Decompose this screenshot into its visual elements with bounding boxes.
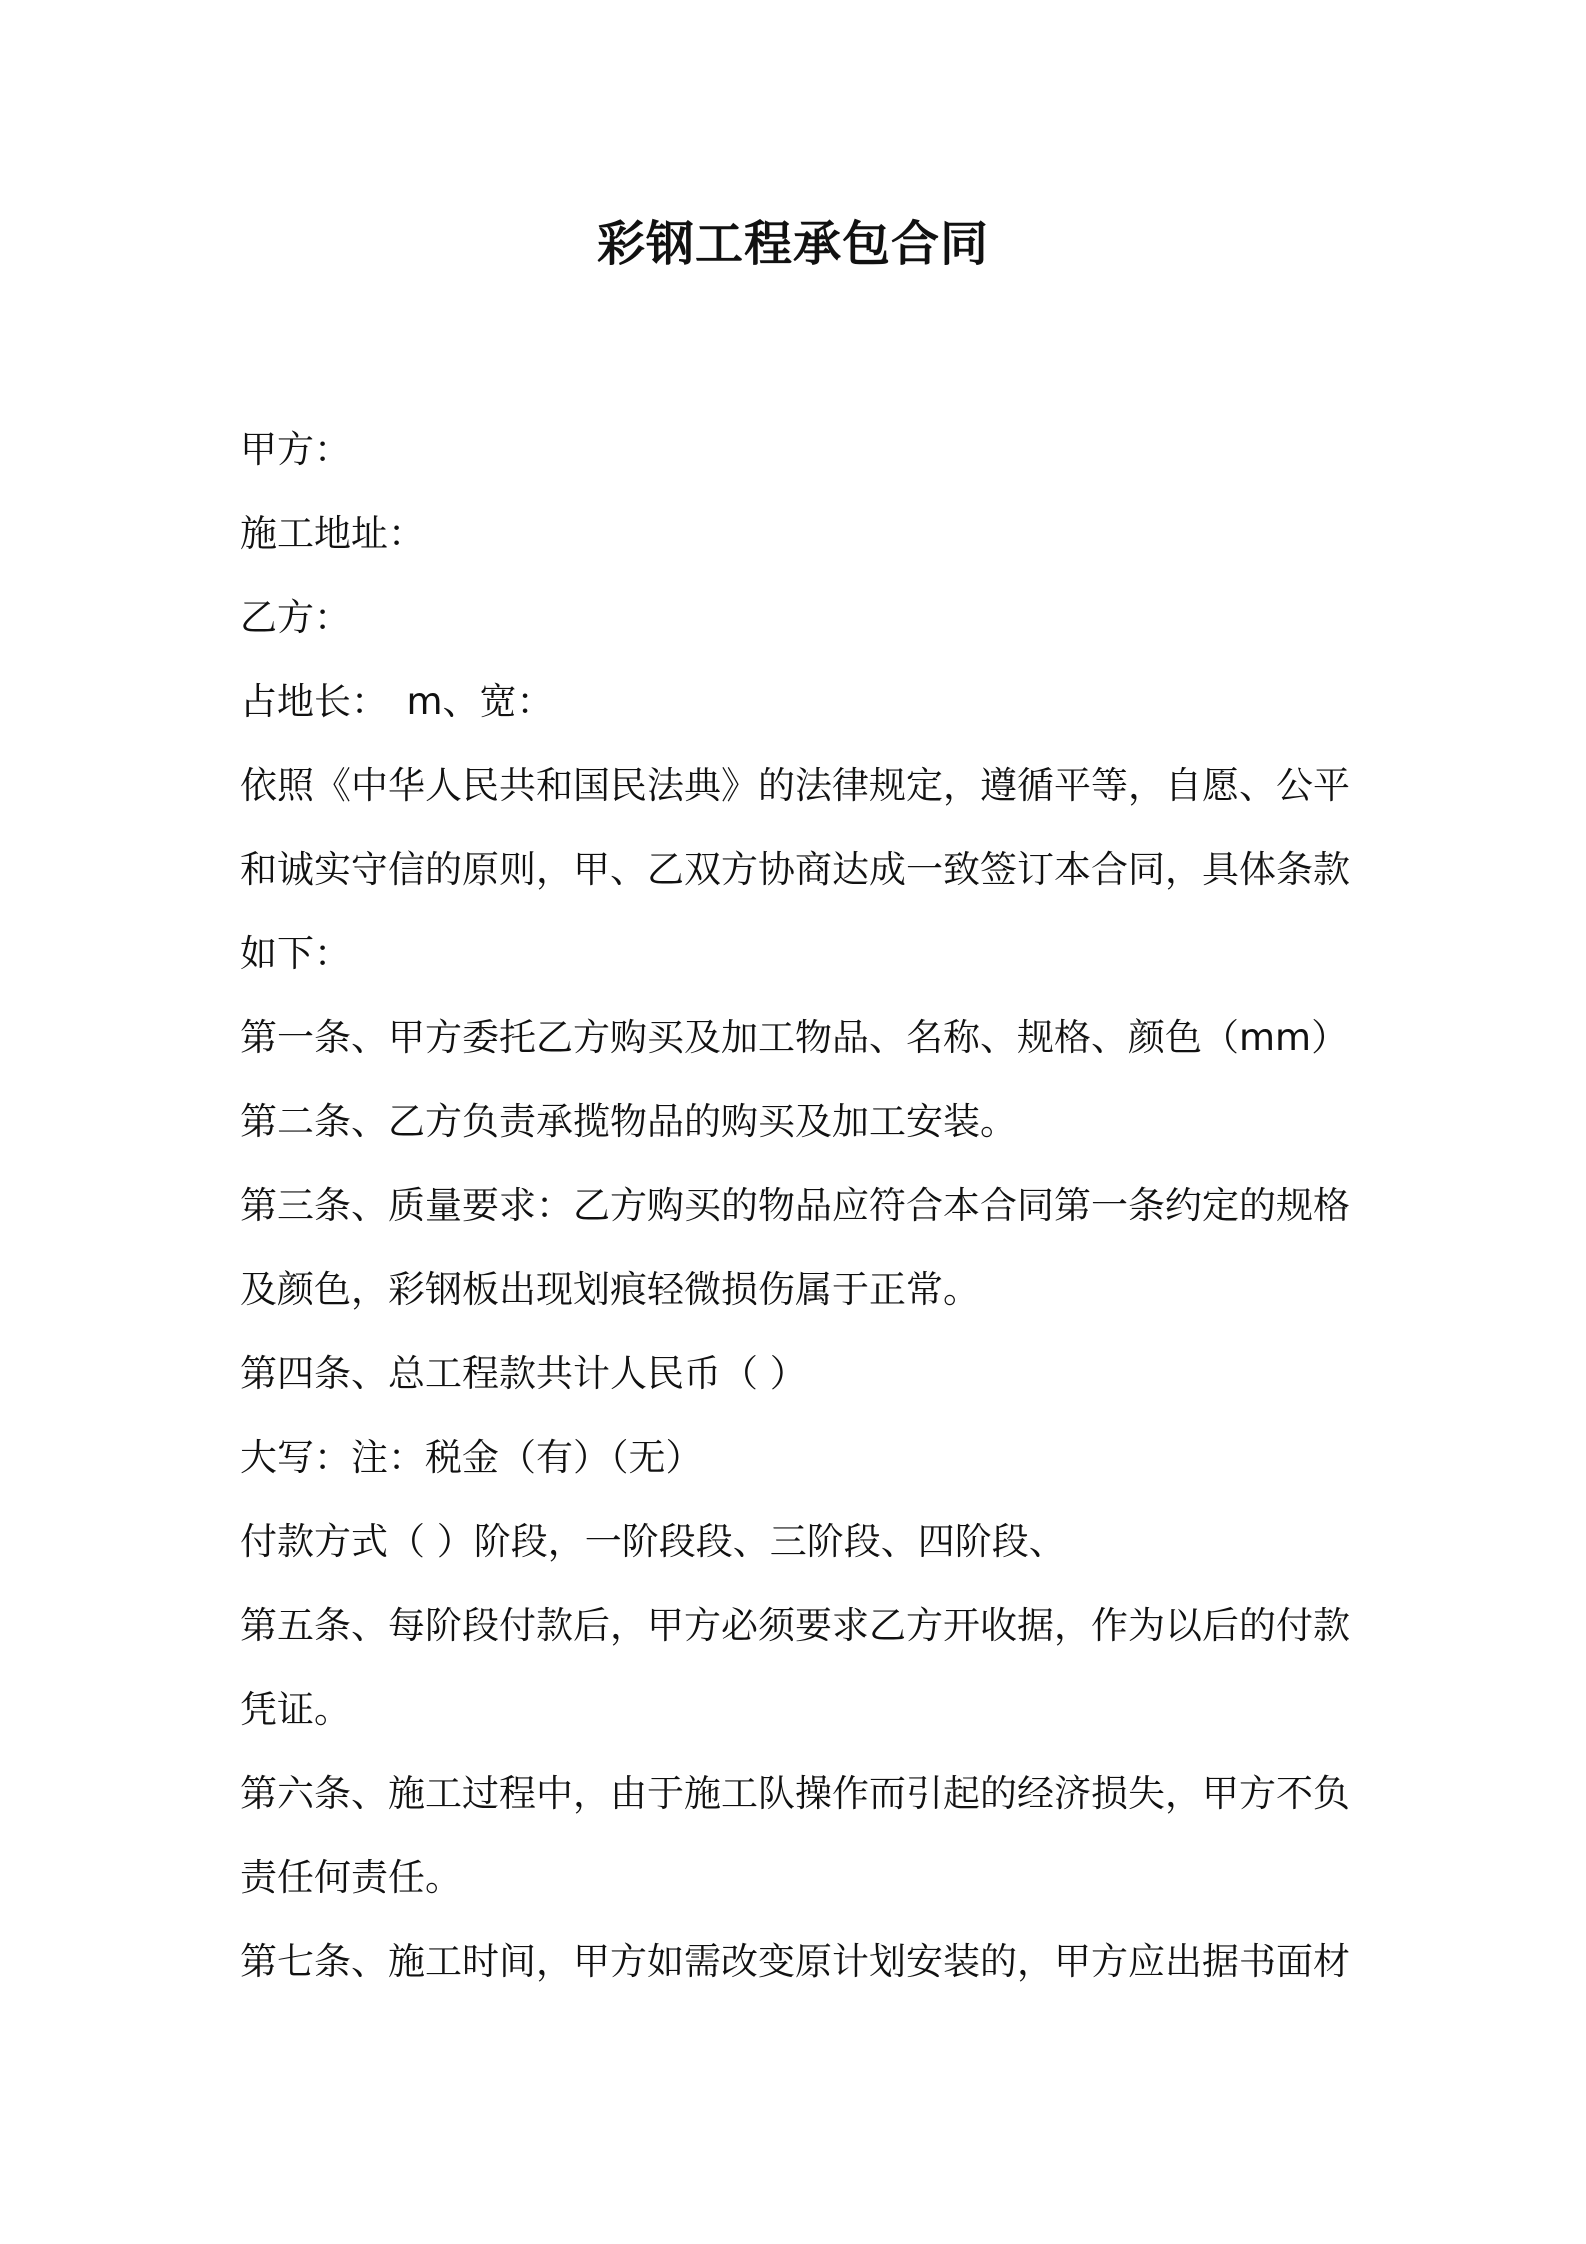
payment-method-line: 付款方式（ ）阶段，一阶段段、三阶段、四阶段、 xyxy=(240,1520,1066,1563)
site-dimensions-line: 占地长： m、宽： xyxy=(240,680,554,723)
party-b-line: 乙方： xyxy=(240,596,351,639)
article-5-line-1: 第五条、每阶段付款后，甲方必须要求乙方开收据，作为以后的付款 xyxy=(240,1604,1350,1647)
article-5-line-2: 凭证。 xyxy=(240,1688,351,1731)
article-7-line-1: 第七条、施工时间，甲方如需改变原计划安装的，甲方应出据书面材 xyxy=(240,1940,1350,1983)
preamble-line-1: 依照《中华人民共和国民法典》的法律规定，遵循平等，自愿、公平 xyxy=(240,764,1350,807)
article-2-line: 第二条、乙方负责承揽物品的购买及加工安装。 xyxy=(240,1100,1017,1143)
article-3-line-1: 第三条、质量要求：乙方购买的物品应符合本合同第一条约定的规格 xyxy=(240,1184,1350,1227)
preamble-line-2: 和诚实守信的原则，甲、乙双方协商达成一致签订本合同，具体条款 xyxy=(240,848,1350,891)
article-3-line-2: 及颜色，彩钢板出现划痕轻微损伤属于正常。 xyxy=(240,1268,980,1311)
construction-address-line: 施工地址： xyxy=(240,512,425,555)
article-1-line: 第一条、甲方委托乙方购买及加工物品、名称、规格、颜色（mm） xyxy=(240,1016,1349,1059)
article-6-line-1: 第六条、施工过程中，由于施工队操作而引起的经济损失，甲方不负 xyxy=(240,1772,1350,1815)
party-a-line: 甲方： xyxy=(240,428,351,471)
article-6-line-2: 责任何责任。 xyxy=(240,1856,462,1899)
document-title: 彩钢工程承包合同 xyxy=(596,216,989,272)
amount-in-words-line: 大写：注：税金（有）（无） xyxy=(240,1436,703,1479)
document-body xyxy=(240,408,1360,2004)
preamble-line-3: 如下： xyxy=(240,932,351,975)
article-4-line: 第四条、总工程款共计人民币（ ） xyxy=(240,1352,807,1395)
